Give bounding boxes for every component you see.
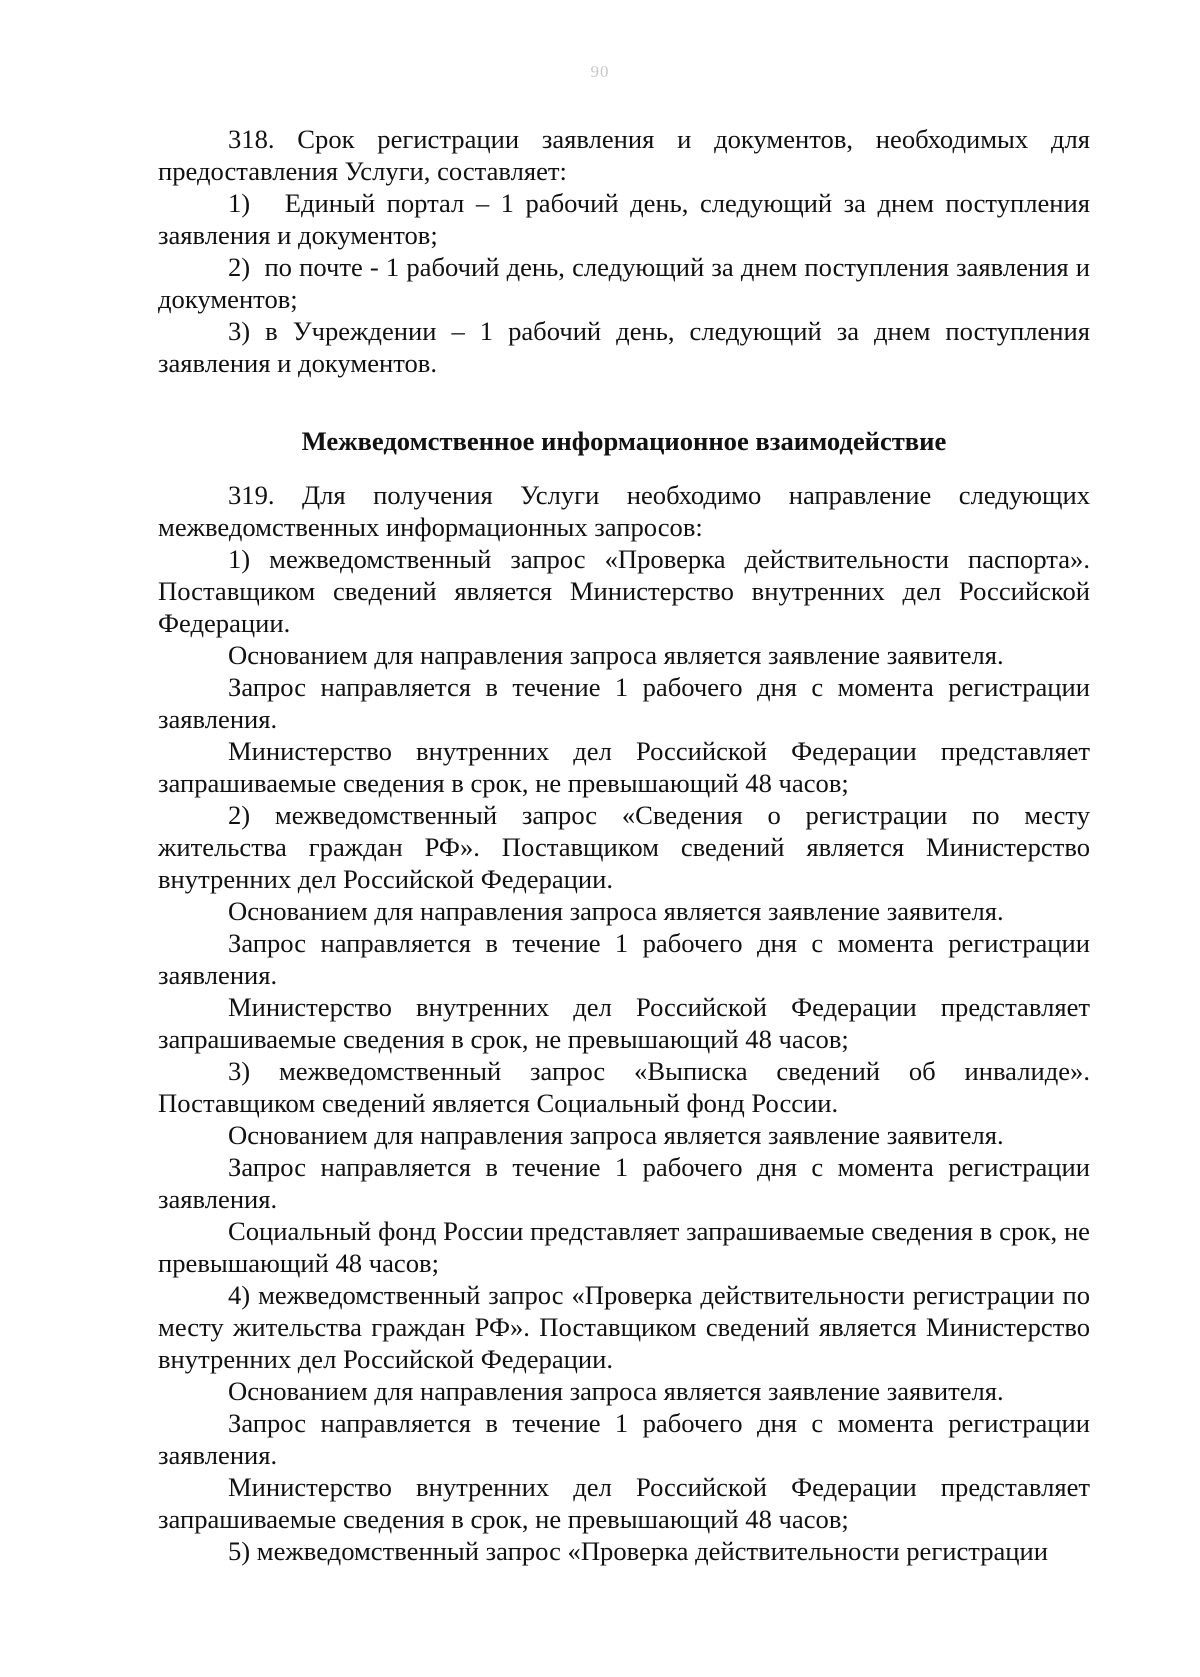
query-4-basis: Основанием для направления запроса является заявление заявителя. [228, 1376, 1004, 1406]
document-body [158, 123, 1090, 1567]
query-2-response: Министерство внутренних дел Российской Федерации представляет запрашиваемые сведения в срок, не превышающий 48 часов; [158, 992, 1090, 1054]
section-318-item-3: 3) в Учреждении – 1 рабочий день, следующий за днем поступления заявления и документов. [158, 316, 1090, 378]
page-number: 90 [590, 62, 610, 81]
query-4-paragraph: 4) межведомственный запрос «Проверка действительности регистрации по месту жительства граждан РФ». Поставщиком сведений является Министерство внутренних дел Российской Федерации. [158, 1280, 1090, 1374]
section-318-intro: 318. Срок регистрации заявления и документов, необходимых для предоставления Услуги, составляет: [158, 124, 1090, 186]
query-1-timing: Запрос направляется в течение 1 рабочего дня с момента регистрации заявления. [158, 672, 1090, 734]
query-1-response: Министерство внутренних дел Российской Федерации представляет запрашиваемые сведения в срок, не превышающий 48 часов; [158, 736, 1090, 798]
query-3-paragraph: 3) межведомственный запрос «Выписка сведений об инвалиде». Поставщиком сведений является Социальный фонд России. [158, 1056, 1090, 1118]
query-1-basis: Основанием для направления запроса является заявление заявителя. [228, 640, 1004, 670]
query-4-timing: Запрос направляется в течение 1 рабочего дня с момента регистрации заявления. [158, 1408, 1090, 1470]
query-5-paragraph: 5) межведомственный запрос «Проверка действительности регистрации [228, 1536, 1049, 1566]
query-3-basis: Основанием для направления запроса является заявление заявителя. [228, 1120, 1004, 1150]
query-2-timing: Запрос направляется в течение 1 рабочего дня с момента регистрации заявления. [158, 928, 1090, 990]
query-1-paragraph: 1) межведомственный запрос «Проверка действительности паспорта». Поставщиком сведений является Министерство внутренних дел Российской Федерации. [158, 544, 1090, 638]
query-2-basis: Основанием для направления запроса является заявление заявителя. [228, 896, 1004, 926]
section-319-intro: 319. Для получения Услуги необходимо направление следующих межведомственных информационных запросов: [158, 480, 1090, 542]
query-3-response: Социальный фонд России представляет запрашиваемые сведения в срок, не превышающий 48 часов; [158, 1216, 1090, 1278]
section-318-item-1: 1) Единый портал – 1 рабочий день, следующий за днем поступления заявления и документов; [158, 188, 1090, 250]
query-3-timing: Запрос направляется в течение 1 рабочего дня с момента регистрации заявления. [158, 1152, 1090, 1214]
section-heading: Межведомственное информационное взаимодействие [301, 426, 947, 456]
section-318-item-2: 2) по почте - 1 рабочий день, следующий за днем поступления заявления и документов; [158, 252, 1090, 314]
query-2-paragraph: 2) межведомственный запрос «Сведения о регистрации по месту жительства граждан РФ». Поставщиком сведений является Министерство внутренних дел Российской Федерации. [158, 800, 1090, 894]
query-4-response: Министерство внутренних дел Российской Федерации представляет запрашиваемые сведения в срок, не превышающий 48 часов; [158, 1472, 1090, 1534]
